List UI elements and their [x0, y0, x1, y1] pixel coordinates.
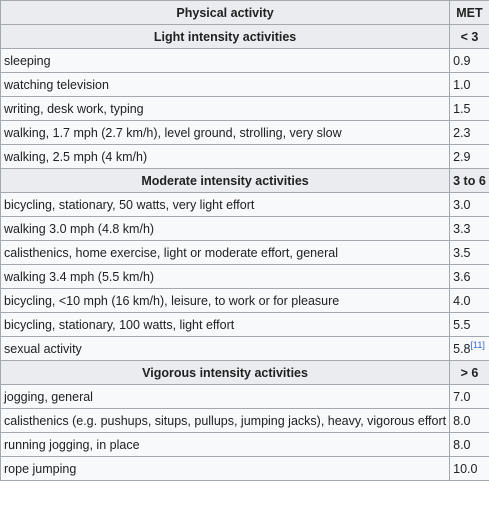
table-row — [1, 73, 489, 97]
section-header-row — [1, 169, 489, 193]
activity-cell: bicycling, stationary, 100 watts, light effort — [1, 313, 450, 337]
section-title: Moderate intensity activities — [1, 169, 450, 193]
activity-cell: rope jumping — [1, 457, 450, 481]
section-met-range: 3 to 6 — [450, 169, 489, 193]
table-row — [1, 49, 489, 73]
table-row — [1, 193, 489, 217]
table-row — [1, 121, 489, 145]
activity-cell: writing, desk work, typing — [1, 97, 450, 121]
table-row — [1, 337, 489, 361]
section-header-row — [1, 361, 489, 385]
met-value: 1.0 — [453, 77, 471, 92]
activity-cell: sleeping — [1, 49, 450, 73]
met-value: 10.0 — [453, 461, 478, 476]
activity-cell: watching television — [1, 73, 450, 97]
met-value-cell — [450, 409, 489, 433]
met-value-cell — [450, 73, 489, 97]
met-value: 0.9 — [453, 53, 471, 68]
met-value: 8.0 — [453, 413, 471, 428]
met-value: 3.3 — [453, 221, 471, 236]
table-row — [1, 433, 489, 457]
table-body — [1, 25, 489, 481]
met-value: 3.6 — [453, 269, 471, 284]
met-value-cell — [450, 193, 489, 217]
table-row — [1, 97, 489, 121]
met-value: 8.0 — [453, 437, 471, 452]
activity-cell: bicycling, <10 mph (16 km/h), leisure, to work or for pleasure — [1, 289, 450, 313]
met-value-cell — [450, 121, 489, 145]
column-header-met: MET — [450, 1, 489, 25]
table-row — [1, 457, 489, 481]
section-met-range: > 6 — [450, 361, 489, 385]
met-value-cell — [450, 433, 489, 457]
table-row — [1, 241, 489, 265]
met-value-cell — [450, 241, 489, 265]
section-title: Vigorous intensity activities — [1, 361, 450, 385]
table-header-row — [1, 1, 489, 25]
met-value-cell — [450, 385, 489, 409]
met-value-cell — [450, 97, 489, 121]
activity-cell: running jogging, in place — [1, 433, 450, 457]
column-header-activity: Physical activity — [1, 1, 450, 25]
activity-cell: walking, 1.7 mph (2.7 km/h), level ground, strolling, very slow — [1, 121, 450, 145]
citation-link[interactable]: [11] — [470, 339, 485, 350]
section-met-range: < 3 — [450, 25, 489, 49]
met-value: 5.8 — [453, 341, 471, 356]
activity-cell: sexual activity — [1, 337, 450, 361]
activity-cell: calisthenics (e.g. pushups, situps, pullups, jumping jacks), heavy, vigorous effort — [1, 409, 450, 433]
activity-cell: bicycling, stationary, 50 watts, very light effort — [1, 193, 450, 217]
met-value-cell — [450, 217, 489, 241]
met-value: 2.9 — [453, 149, 471, 164]
met-value: 2.3 — [453, 125, 471, 140]
met-value-cell — [450, 265, 489, 289]
table-row — [1, 409, 489, 433]
met-value-cell — [450, 337, 489, 361]
section-header-row — [1, 25, 489, 49]
met-value: 5.5 — [453, 317, 471, 332]
met-value-cell — [450, 313, 489, 337]
table-row — [1, 265, 489, 289]
table-row — [1, 145, 489, 169]
table-row — [1, 313, 489, 337]
met-value: 3.5 — [453, 245, 471, 260]
met-value: 3.0 — [453, 197, 471, 212]
met-value: 7.0 — [453, 389, 471, 404]
activity-cell: jogging, general — [1, 385, 450, 409]
activity-cell: walking, 2.5 mph (4 km/h) — [1, 145, 450, 169]
activity-cell: calisthenics, home exercise, light or moderate effort, general — [1, 241, 450, 265]
activity-cell: walking 3.4 mph (5.5 km/h) — [1, 265, 450, 289]
section-title: Light intensity activities — [1, 25, 450, 49]
activity-cell: walking 3.0 mph (4.8 km/h) — [1, 217, 450, 241]
met-value-cell — [450, 289, 489, 313]
table-row — [1, 289, 489, 313]
met-value-cell — [450, 145, 489, 169]
met-value: 1.5 — [453, 101, 471, 116]
table-row — [1, 217, 489, 241]
met-value-cell — [450, 49, 489, 73]
met-value-cell — [450, 457, 489, 481]
table-row — [1, 385, 489, 409]
met-value: 4.0 — [453, 293, 471, 308]
